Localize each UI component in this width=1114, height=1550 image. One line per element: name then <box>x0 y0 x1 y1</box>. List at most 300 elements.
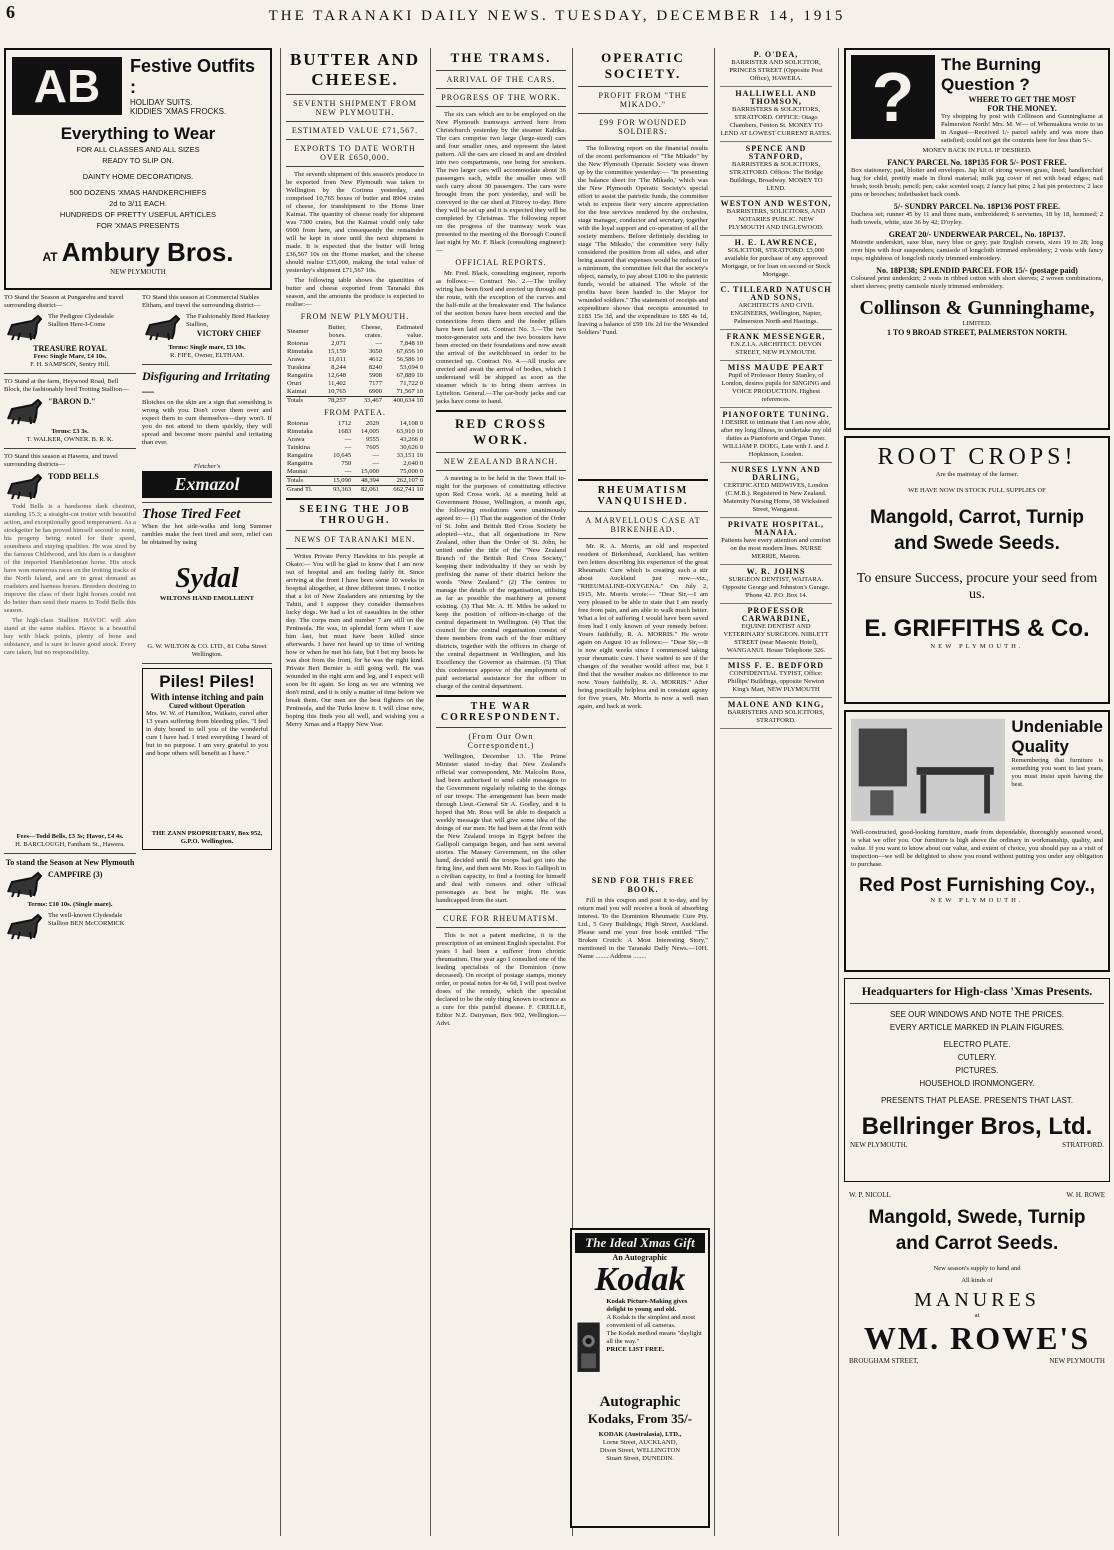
butter-table-2 <box>286 420 424 494</box>
table-row <box>286 460 424 468</box>
operatic-body: The following report on the financial results of the recent performances of "The Mikado" by the New Plymouth Operatic Society was drawn up by the committee yesterday:— "In presenting the balance sheet for 'The Mikado,' which was the New Plymouth Operatic Society's special effort to assist the patriotic funds, the committee wish to express their very sincere appreciation for the free services rendered by the orchestra, stage manager, conductor and secretary, together with the loyal support and co-operation of all the society members. Before definitely deciding to stage 'The Mikado,' the committee very fully considered the position from all sides, and after being assured that expenses would be reduced to a minimum, the committee felt that the society's object, namely, to pay about £100 to the patriotic funds, would be attained. The whole of the profits have been handed to the Mayor for wounded soldiers." The statement of receipts and expenditure shows that receipts amounted to £183 15s 3d, and the expenditure to £85 4s 1d, leaving a balance of £99 10s 2d for the Wounded Soldiers' Fund. <box>578 145 708 336</box>
rheum-title: RHEUMATISM VANQUISHED. <box>597 485 689 507</box>
rheum-sub: A MARVELLOUS CASE AT BIRKENHEAD. <box>585 516 701 534</box>
ambury-place: NEW PLYMOUTH <box>110 268 166 276</box>
directory-entry-name: PIANOFORTE TUNING. <box>722 410 830 419</box>
burning-addr: 1 TO 9 BROAD STREET, PALMERSTON NORTH. <box>887 328 1067 337</box>
sydal-sub: WILTONS HAND EMOLLIENT <box>159 595 255 602</box>
ambury-festive: Festive Outfits : <box>130 56 256 97</box>
table-cell: Rimutaka <box>287 348 313 355</box>
bellringer-l7: PRESENTS THAT PLEASE. PRESENTS THAT LAST. <box>880 1096 1074 1105</box>
directory-entry-text: I DESIRE to intimate that I am now able, after my long illness, to undertake my old duties as Pianoforte and Organ Tuner. WILLIAM P. DOEG, Late with J. and J. Hopkinson, London. <box>720 419 832 458</box>
redcross-title: RED CROSS WORK. <box>454 416 548 447</box>
stallion-owner-3: H. BARCLOUGH, Fantham St., Hawera. <box>15 841 125 848</box>
directory-entry-name: PRIVATE HOSPITAL, MANAIA. <box>727 520 825 537</box>
table-row <box>286 428 424 436</box>
directory-entry <box>720 698 832 729</box>
table-cell: 2,071 <box>331 340 346 347</box>
column-2 <box>286 48 424 1536</box>
table-row <box>286 372 424 380</box>
table-cell: Totals <box>287 397 304 404</box>
bellringer-l6: HOUSEHOLD IRONMONGERY. <box>919 1079 1035 1088</box>
table-cell: 3650 <box>368 348 383 355</box>
butter-sub1: SEVENTH SHIPMENT FROM NEW PLYMOUTH. <box>293 99 417 117</box>
rowe-left: W. P. NICOLL <box>849 1191 891 1199</box>
column-1 <box>4 48 272 1536</box>
ambury-classes: FOR ALL CLASSES AND ALL SIZES <box>76 145 200 154</box>
table-cell: 15,000 <box>360 468 380 475</box>
directory-entry-text: ARCHITECTS AND CIVIL ENGINEERS, Wellington, Napier, Palmerston North and Hastings. <box>730 302 822 325</box>
table-cell: — <box>344 444 352 451</box>
stallion-head-1: TO Stand the Season at Pungarehu and travel surrounding district— <box>4 294 124 309</box>
root-company: E. GRIFFITHS & Co. <box>864 615 1090 642</box>
table-cell: 6900 <box>368 388 383 395</box>
table-cell: 7605 <box>365 444 380 451</box>
directory-entry-name: MISS F. E. BEDFORD <box>727 661 825 670</box>
kodak-auto: Autographic <box>599 1394 681 1410</box>
rheum-body: Mr. R. A. Morris, an old and respected resident of Birkenhead, Auckland, has written two letters describing his experience of the great Rheumatic Cure which is creating such a stir about Auckland just now—viz., "RHEUMALINE-OXYGENA." On July 2, 1915, Mr. Morris wrote:— "Dear Sir,—I am very pleased to be able to state that I am nearly free from pain, and am able to walk much better. What a lot of suffering I would have been saved from had I only known of your remedy before. Yours faithfully, R. A. MORRIS." He wrote again on August 10 as follows:— "Dear Sir,—It is now eight weeks since I commenced taking your rheumatic cure. I have waited to see if the changes of the weather would affect me, but I find that the weather makes no difference to me now. Yours faithfully, R. A. MORRIS." After being practically helpless and in constant agony for five years, Mr. Morris is now a well man again, and back at work. <box>578 543 708 710</box>
redpost-title: Undeniable Quality <box>1011 717 1103 756</box>
stallion-name-2: "BARON D." <box>48 397 96 406</box>
table-cell: 9555 <box>365 436 380 443</box>
root-ensure: To ensure Success, procure your seed from us. <box>856 571 1098 602</box>
directory-entry <box>720 361 832 408</box>
root-crops-ad <box>844 436 1110 704</box>
table-cell: 14,108 0 <box>399 420 423 427</box>
redpost-place: NEW PLYMOUTH. <box>930 897 1024 904</box>
redpost-side: Remembering that furniture is something you want to last years, you must insist upon having the best. <box>1011 757 1103 788</box>
kodak-ad <box>570 1228 710 1528</box>
rowe-seeds: Mangold, Swede, Turnip and Carrot Seeds. <box>868 1207 1086 1254</box>
rowe-company: WM. ROWE'S <box>863 1320 1091 1356</box>
table-cell: Totals <box>287 477 304 484</box>
warcorr-body: Wellington, December 13. The Prime Minister stated to-day that New Zealand's official war correspondent, Mr. Malcolm Ross, had been authorised to send cable messages to the Government regularly relating to the doings of our troops. The arrangement has been made through Lieut.-General Sir A. Godley, and it is hoped that Mr. Ross will be able to despatch a weekly message that will give some idea of the doings of our men. He had been at the front with the New Zealand troops in Egypt before the Gallipoli campaign began, and has sent several stories. The Massey Government, on the other hand, decided until the troops had got into the firing line, and then sent Mr. Ross to Gallipoli in a civilian capacity, to find a footing for himself and deal with censors and other official personages as best he might. He was handicapped from the start. <box>436 753 566 904</box>
sydal-maker: G. W. WILTON & CO. LTD., 81 Cuba Street Wellington. <box>147 643 267 658</box>
directory-entry-text: F.N.Z.I.A. ARCHITECT. DEVON STREET, NEW PLYMOUTH. <box>730 341 822 356</box>
rowe-manures: MANURES <box>914 1289 1040 1311</box>
ambury-hundreds: HUNDREDS OF PRETTY USEFUL ARTICLES <box>59 210 217 219</box>
stallion-name-4: CAMPFIRE (3) <box>48 870 103 879</box>
kodak-p1: Kodak Picture-Making gives delight to young and old. <box>606 1298 688 1313</box>
bellringer-place1: NEW PLYMOUTH. <box>850 1141 908 1149</box>
table-cell: 11,011 <box>328 356 346 363</box>
trams-official: OFFICIAL REPORTS. <box>455 258 547 267</box>
directory-entry-name: NURSES LYNN AND DARLING, <box>731 465 821 482</box>
directory-entry <box>720 604 832 659</box>
stallion-owner-2: T. WALKER, OWNER. B. R. K. <box>26 436 114 443</box>
stallion-terms-2: Terms: £3 3s. <box>51 428 89 435</box>
burning-title: The Burning Question ? <box>941 55 1042 94</box>
directory-entry-name: W. R. JOHNS <box>746 567 806 576</box>
table-cell: Oruri <box>287 380 302 387</box>
table-cell: 67,656 10 <box>396 348 423 355</box>
butter-col-header: Estimated value. <box>396 324 423 339</box>
table-cell: Arawa <box>287 436 305 443</box>
burning-refund: MONEY BACK IN FULL IF DESIRED. <box>922 147 1032 154</box>
rowe-sub: New season's supply to hand and <box>933 1265 1021 1272</box>
butter-table <box>286 324 424 405</box>
redcross-body: A meeting is to be held in the Town Hall to-night for the purposes of constituting effective upon Red Cross work. At a meeting held at Government House, Wellington, a month ago, the following resolutions were unanimously agreed to:— (1) That the suggestion of the Order of St. John and British Red Cross Society be adopted—viz., that all organisations in New Zealand, other than the Order of St. John, be united under the title of the "New Zealand Branch of the British Red Cross Society," keeping their individuality if they so wish by prefixing the name of their district before the words "New Zealand." (2) The centres to manage the details of the organisation, utilising as far as possible the machinery at present existing. (3) That Mr. A. H. Miles be asked to keep the position of officer-in-charge of the central department in Wellington. (4) That the council for the central organisation consist of three members from each of the four military districts, together with the officers in charge of the central department in Wellington, and his Excellency the Governor as chairman. (5) That this conference approve of the employment of paid secretarial assistance for the officer in charge of the central department. <box>436 475 566 690</box>
stallion-owner-1: F. H. SAMPSON, Sentry Hill. <box>30 361 110 368</box>
directory-entry-text: BARRISTERS, SOLICITORS, AND NOTARIES PUBLIC. NEW PLYMOUTH AND INGLEWOOD. <box>726 208 826 231</box>
stallion-terms-4: Terms: £10 10s. (Single mare). <box>27 901 113 908</box>
directory-entry-text: CERTIFICATED MIDWIVES, London (C.M.B.). Registered in New Zealand. Maternity Nursing Home, 38 Wicksteed Street, Wanganui. <box>723 482 829 513</box>
burning-p4t: No. 18P138; SPLENDID PARCEL FOR 15/- (postage paid) <box>876 266 1078 275</box>
table-cell: 10,765 <box>327 388 346 395</box>
table-row <box>286 444 424 452</box>
table-row <box>286 452 424 460</box>
furniture-illustration <box>851 717 1005 823</box>
kodak-price: Kodaks, From 35/- <box>587 1411 693 1426</box>
kodak-banner: The Ideal Xmas Gift <box>575 1233 705 1253</box>
stallion-column-left: TO Stand the Season at Pungarehu and travel surrounding district— The Pedigree Clydesdale Stallion Here-I-Come TREASURE ROYAL Fees: Single Mare, £4 10s. F. H. SAMPSON, Sentry Hill. TO Stand at the farm, Heywood Road, Bell Block, the fashionably bred Trotting Stallion— "BARON D." Terms: £3 3s. T. WALKER, OWNER. B. R. K. TO Stand this season at Hawera, and travel surrounding districts— TODD BELLS Todd Bells is a handsome dark chestnut, standing 15.3; a straight-cut trotter with beautiful action, and exceptionally good temperament. As a stockgetter he has proved himself second to none, his progeny being noted for their speed, soundness and staying qualities. He was sired by the famous Childwood, and his dam is a daughter of the imported Hambletonian horse. His stock have won numerous races on the trotting tracks of the North Island, and are in great demand as roadsters and harness horses. Breeders desiring to improve the class of their light horses could not do better than send their mares to Todd Bells this season. The high-class Stallion HAVOC will also stand at the same stables. Havoc is a beautiful bay with black points, plenty of bone and substance, and is sure to leave good stock. Every care taken, but no responsibility. Fees—Todd Bells, £3 3s; Havoc, £4 4s. H. BARCLOUGH, Fantham St., Hawera. To stand the Season at New Plymouth CAMPFIRE (3) Terms: £10 10s. (Single mare). The well-known Clydesdale Stallion BEN McCORMICK <box>4 294 136 943</box>
directory-entry <box>720 283 832 330</box>
bellringer-ad <box>844 978 1110 1182</box>
table-cell: 2,640 0 <box>403 460 423 467</box>
table-cell: Grand Tl. <box>287 486 313 493</box>
table-cell: 10,645 <box>333 452 352 459</box>
table-cell: Tainkina <box>287 444 310 451</box>
stallion-name-3: TODD BELLS <box>48 472 99 481</box>
table-cell: Rimutaka <box>287 428 313 435</box>
table-cell: — <box>372 452 380 459</box>
directory-entry-name: SPENCE AND STANFORD, <box>745 144 807 161</box>
rheum-send: SEND FOR THIS FREE BOOK. <box>591 876 695 894</box>
rowe-street: BROUGHAM STREET, <box>849 1357 919 1365</box>
ambury-everything: Everything to Wear <box>60 124 216 143</box>
kodak-addr1: Lorne Street, AUCKLAND, <box>602 1439 678 1446</box>
table-cell: 4612 <box>368 356 383 363</box>
column-5-directory <box>720 48 832 1536</box>
table-cell: 15,159 <box>327 348 346 355</box>
table-cell: 7,848 10 <box>399 340 423 347</box>
piles-title: Piles! Piles! <box>159 672 255 691</box>
burning-p4: Coloured print underskirt; 2 vests in ribbed cotton with short sleeves; 2 woven combinations, short sleeves; pretty camisole nicely trimmed embroidery. <box>851 275 1103 290</box>
table-cell: — <box>372 460 380 467</box>
table-cell: 67,889 10 <box>396 372 423 379</box>
table-cell: 75,000 0 <box>399 468 423 475</box>
burning-ad <box>844 48 1110 430</box>
horse-icon <box>4 397 44 425</box>
table-cell: Kaimai <box>287 388 307 395</box>
column-6 <box>844 48 1110 1536</box>
horse-icon <box>142 313 182 341</box>
trams-body2: Mr. Fred. Black, consulting engineer, reports as follows:— Contract No. 2.—The trolley wiring has been fixed and erected up through out the route, with the exception of the curves and the half-mile at the breakwater end. The balance of the section boxes have been erected and the connections from them and the feeder pillars have been laid out. Contract No. 3.—The two motor-generator sets and the two boosters have been erected on their foundations and now await the arrival of the switchboard in order to be connected up. Contract No. 4.—All trucks are erected and await the arrival of bodies, which I understand will be shipped as soon as the steamer which is to bring them arrives in Lyttelton. General.—The car-body jacks and car jacks have come to hand. <box>436 270 566 405</box>
bellringer-company: Bellringer Bros, Ltd. <box>861 1113 1093 1140</box>
horse-icon <box>4 870 44 898</box>
ambury-price: 2d to 3/11 EACH. <box>109 199 167 208</box>
table-row <box>286 348 424 356</box>
table-cell: 56,586 10 <box>396 356 423 363</box>
ambury-name: Ambury Bros. <box>61 237 234 267</box>
butter-title: BUTTER AND CHEESE. <box>289 50 421 89</box>
table-cell: 30,626 0 <box>399 444 423 451</box>
table-cell: Arawa <box>287 356 305 363</box>
exmazol-maker: Fletcher's <box>193 463 221 470</box>
rowe-right: W. H. ROWE <box>1066 1191 1105 1199</box>
directory-entry-name: PROFESSOR CARWARDINE, <box>741 606 811 623</box>
root-stock: WE HAVE NOW IN STOCK FULL SUPPLIES OF <box>908 487 1046 494</box>
directory-entry <box>720 565 832 604</box>
horse-icon <box>4 912 44 940</box>
burning-p3t: GREAT 20/- UNDERWEAR PARCEL, No. 18P137. <box>888 230 1066 239</box>
stallion-head-2: TO Stand at the farm, Heywood Road, Bell Block, the fashionably bred Trotting Stallion— <box>4 378 129 393</box>
seeing-sub: NEWS OF TARANAKI MEN. <box>294 535 416 544</box>
table-cell: 400,634 10 <box>393 397 423 404</box>
ambury-hankies: 500 DOZENS 'XMAS HANDKERCHIEFS <box>69 188 207 197</box>
ambury-kiddies: KIDDIES 'XMAS FROCKS. <box>130 107 227 116</box>
directory-entry <box>720 236 832 283</box>
exmazol-ad: Disfiguring and Irritating— Blotches on the skin are a sign that something is wrong with you. Don't cover them over and expect them to cure themselves—they won't. If you do not attend to them quickly, they will spread and become more painful and irritating than ever. Fletcher's Exmazol <box>142 369 272 498</box>
directory-entry <box>720 48 832 87</box>
directory-entry <box>720 197 832 236</box>
butter-p2: The following table shows the quantities of butter and cheese exported from Taranaki this season, and the amounts the produce is expected to realise:— <box>286 277 424 308</box>
directory-entry <box>720 330 832 361</box>
burning-p1: Box stationery; pad, blotter and envelopes. Jap kit of strong woven grass, lined; handkerchief bag for child, prettily made in floral material; milk jug cover of net with bead edges; nail brush; tooth brush; pencil; pen; cake scented soap; 2 fancy hat pins; 2 hat pin protectors; 2 lace pins or brooches; toiletbasket back comb. <box>851 167 1103 198</box>
kodak-p2: A Kodak is the simplest and most convenient of all cameras. <box>606 1314 696 1329</box>
kodak-company: KODAK (Australasia), LTD., <box>598 1431 682 1438</box>
butter-col-header: Steamer <box>287 328 309 335</box>
table-cell: Rangatira <box>287 460 313 467</box>
directory-entry-name: C. TILLEARD NATUSCH AND SONS, <box>720 285 832 302</box>
warcorr-cure-body: This is not a patent medicine, it is the prescription of an eminent English specialist. For years I had been a sufferer from chronic rheumatism. One year ago I consulted one of the leading specialists of the Dominion (now deceased). On receipt of postage stamps, money order, or postal notes for 4s 6d, I will post twelve doses of the remedy, which the specialist declared to be the only thing known to science as a cure for this painful disease. F. CREILLE, Editor N.Z. Dairyman, Box 902, Wellington.—Advt. <box>436 932 566 1027</box>
horse-icon <box>4 313 44 341</box>
table-cell: 8240 <box>368 364 383 371</box>
table-row <box>286 420 424 428</box>
table-cell: 78,257 <box>327 397 346 404</box>
table-cell: 71,722 0 <box>399 380 423 387</box>
sydal-brand: Sydal <box>175 563 239 594</box>
burning-p2t: 5/- SUNDRY PARCEL No. 18P136 POST FREE. <box>893 202 1061 211</box>
piles-maker: THE ZANN PROPRIETARY, Box 952, G.P.O. Wellington. <box>151 830 263 845</box>
directory-entry-text: Patients have every attention and comfort on the most modern lines. NURSE MERRIE, Matron. <box>721 537 831 560</box>
butter-sub2: ESTIMATED VALUE £71,567. <box>291 126 419 135</box>
kodak-brand: Kodak <box>594 1261 686 1298</box>
directory-entry-name: MALONE AND KING, <box>727 700 825 709</box>
piles-cured: Cured without Operation <box>168 702 246 710</box>
burning-p2: Duchess set; runner 45 by 11 and three mats, embroidered; 6 serviettes, 18 by 18, hemmed; 2 bath towels, white, size 36 by 42; D'oyley. <box>851 211 1103 226</box>
warcorr-cure: CURE FOR RHEUMATISM. <box>443 914 559 923</box>
table-cell: — <box>375 340 383 347</box>
table-cell: — <box>344 468 352 475</box>
table-cell: 8,244 <box>331 364 346 371</box>
ambury-logo: AB <box>12 57 122 115</box>
masthead <box>0 0 1114 40</box>
question-mark-icon: ? <box>851 55 935 139</box>
victory-name: VICTORY CHIEF <box>196 329 262 338</box>
stallion-horse-1: The Pedigree Clydesdale Stallion Here-I-Come <box>48 313 114 328</box>
directory-entry-text: SURGEON DENTIST, WAITARA. Opposite George and Johnston's Garage. 'Phone 42. P.O. Box 14. <box>722 576 830 599</box>
table-row <box>286 340 424 348</box>
column-3 <box>436 48 566 1536</box>
piles-ad: Piles! Piles! With intense itching and pain Cured without Operation Mrs. W. W. of Hamilton, Waikato, cured after 13 years suffering from bleeding piles. "I feel in duty bound to tell you of the wonderful cure I have had. I tried everything I heard of but to no purpose. I am very grateful to you and hope others will benefit as I have." THE ZANN PROPRIETARY, Box 952, G.P.O. Wellington. <box>142 668 272 850</box>
table-total-row <box>286 477 424 486</box>
redpost-company: Red Post Furnishing Coy., <box>858 875 1096 896</box>
bellringer-l2: EVERY ARTICLE MARKED IN PLAIN FIGURES. <box>889 1023 1065 1032</box>
directory-entry-name: P. O'DEA, <box>753 50 799 59</box>
stallion-head-3: TO Stand this season at Hawera, and travel surrounding districts— <box>4 453 118 468</box>
ambury-holiday: HOLIDAY SUITS. <box>130 98 193 107</box>
trams-sub1: ARRIVAL OF THE CARS. <box>446 75 556 84</box>
trams-body: The six cars which are to be employed on the New Plymouth tramways arrived here from Christchurch yesterday by the steamer Kahika. The cars comprise two large (large-sized) cars and four smaller ones, and represent the latest pattern. All the cars are closed in and are divided into two compartments, one being for smokers. The two larger cars will accommodate about 36 passengers each, while the smaller ones will each carry about 30 passengers. The cars were brought from the port yesterday, and will be conveyed to the car shed at Fitzroy to-day. Here they will be set up and it is expected they will be completed by Christmas. The following report on the progress of the tramway work was presented to the meeting of the Borough Council last night by Mr. F. Black (consulting engineer):— <box>436 111 566 254</box>
butter-col-header: Butter, boxes. <box>328 324 346 339</box>
burning-company: Collinson & Gunninghame, <box>859 297 1095 319</box>
bellringer-l1: SEE OUR WINDOWS AND NOTE THE PRICES. <box>889 1010 1065 1019</box>
table-cell: 11,402 <box>328 380 346 387</box>
table-row <box>286 380 424 388</box>
table-cell: 82,061 <box>360 486 380 493</box>
directory-entry-text: BARRISTERS AND SOLICITORS, STRATFORD. <box>727 709 825 724</box>
directory-entry-name: H. E. LAWRENCE, <box>734 238 818 247</box>
bellringer-l5: PICTURES. <box>955 1066 999 1075</box>
directory-entry <box>720 408 832 463</box>
table-cell: 5908 <box>368 372 383 379</box>
seeing-title: SEEING THE JOB THROUGH. <box>299 504 411 526</box>
table-cell: 662,741 10 <box>393 486 423 493</box>
rowe-place: NEW PLYMOUTH <box>1049 1357 1105 1365</box>
table-cell: 93,363 <box>333 486 352 493</box>
table-cell: Rangatira <box>287 372 313 379</box>
sydal-ad: Those Tired Feet When the hot side-walks and long Summer rambles make the feet tired and sore, relief can be obtained by using Sydal WILTONS HAND EMOLLIENT G. W. WILTON & CO. LTD., 81 Cuba Street Wellington. <box>142 507 272 658</box>
rheum-send-body: Fill in this coupon and post it to-day, and by return mail you will receive a book of absorbing interest. To the Dominion Rheumatic Cure Pty. Ltd., 5 Grey Buildings, High Street, Auckland. Please send me your free book entitled "The Broken Crutch: A Most Interesting Story," mentioned in the Taranaki Daily News.—10H. Name ........ Address ........ <box>578 897 708 960</box>
root-sub: Are the mainstay of the farmer. <box>935 471 1019 478</box>
redpost-body: Well-constructed, good-looking furniture, made from dependable, thoroughly seasoned wood, is what we offer you. Our furniture is high above the ordinary in workmanship, quality, and value. If you want to know about our value, and extent of choice, you should pay us a visit of inspection—we will be delighted to show you round without putting you under any obligation to purchase. <box>851 829 1103 868</box>
ambury-dainty: DAINTY HOME DECORATIONS. <box>82 172 194 181</box>
directory-entry-name: MISS MAUDE PEART <box>727 363 825 372</box>
directory-entry-name: HALLIWELL AND THOMSON, <box>735 89 817 106</box>
horse-icon <box>4 472 44 500</box>
directory-entry-text: BARRISTER AND SOLICITOR, PRINCES STREET (Opposite Post Office), HAWERA. <box>729 59 823 82</box>
stallion-terms-3: Fees—Todd Bells, £3 3s; Havoc, £4 4s. <box>16 833 124 840</box>
table-total-row <box>286 486 424 495</box>
table-cell: 63,910 10 <box>396 428 423 435</box>
table-cell: 1712 <box>338 420 352 427</box>
directory-entry-text: EQUINE DENTIST AND VETERINARY SURGEON. NIBLETT STREET (near Masonic Hotel), WANGANUI. House Telephone 326. <box>723 623 829 654</box>
bellringer-place2: STRATFORD. <box>1062 1141 1104 1149</box>
page-title: THE TARANAKI DAILY NEWS. TUESDAY, DECEMBER 14, 1915 <box>268 8 846 24</box>
table-cell: Turakina <box>287 364 311 371</box>
table-cell: Maunai <box>287 468 308 475</box>
victory-sub: The Fashionably Bred Hackney Stallion, <box>186 313 270 328</box>
table-row <box>286 468 424 477</box>
butter-table-head: FROM NEW PLYMOUTH. <box>300 312 410 321</box>
table-cell: 48,394 <box>360 477 380 484</box>
stallion-terms-1: Fees: Single Mare, £4 10s. <box>33 353 107 360</box>
directory-entry-text: CONFIDENTIAL TYPIST, Office: Phillips' Buildings, opposite Newton King's Mart, NEW PLYMOUTH <box>727 670 825 693</box>
warcorr-title: THE WAR CORRESPONDENT. <box>440 701 562 723</box>
table-cell: 2029 <box>365 420 380 427</box>
operatic-title: OPERATIC SOCIETY. <box>601 50 685 81</box>
directory-entry <box>720 659 832 698</box>
root-title: ROOT CROPS! <box>877 444 1077 470</box>
butter-table2-head: FROM PATEA. <box>324 408 386 417</box>
burning-p1t: FANCY PARCEL No. 18P135 FOR 5/- POST FREE. <box>887 158 1067 167</box>
directory-entry-text: BARRISTERS & SOLICITORS, STRATFORD. Offices: The Bridge Buildings, Broadway. MONEY TO LEND. <box>729 161 823 192</box>
directory-entry <box>720 142 832 197</box>
victory-terms: Terms: Single mare, £3 10s. <box>168 344 246 351</box>
rowe-ad <box>844 1186 1110 1416</box>
table-cell: — <box>344 436 352 443</box>
page-number: 6 <box>6 2 15 22</box>
burning-sub1: WHERE TO GET THE MOST <box>968 95 1076 104</box>
piles-sub: With intense itching and pain <box>150 692 264 702</box>
table-cell: 43,266 0 <box>399 436 423 443</box>
ambury-at: AT <box>42 250 58 264</box>
exmazol-brand: Exmazol <box>142 471 272 498</box>
kodak-addr3: Stuart Street, DUNEDIN. <box>606 1455 674 1462</box>
table-cell: 12,648 <box>327 372 346 379</box>
table-cell: 750 <box>341 460 352 467</box>
victory-head: TO Stand this season at Commercial Stables Eltham, and travel the surrounding district— <box>142 294 261 309</box>
bellringer-title: Headquarters for High-class 'Xmas Presents. <box>861 984 1093 998</box>
seeing-body: Writes Private Percy Hawkins to his people at Okato:— You will be glad to know that I am now out of hospital and am feeling fairly fit. Since arriving at the front I have been some 10 weeks in hospital altogether, at three different times. I notice that a lot of New Zealanders are returning by the Tahiti, and I suppose they consider themselves lucky dogs. We had a lot of casualties in the other day. The corps men and number 7 are still on the Peninsula. He was, in splendid form when I saw him last, but must have been killed since afterwards. I have not heard up to time of writing how or when he met his fate, but I bet my boots he was shot from the front, for he was the right kind. Private Bert Bernier is still going well. He was wounded in the right arm and leg, and I expect will soon be fit again. So long as we are winning we don't mind, and it is only a matter of time before we break them. Our men are the best fighters on the Peninsula, and the Turks know it. I will close now, hoping this finds you all well, and wishing you a Merry Xmas and a Happy New Year. <box>286 553 424 728</box>
table-total-row <box>286 397 424 406</box>
ambury-presents: FOR 'XMAS PRESENTS <box>96 221 180 230</box>
butter-p1: The seventh shipment of this season's produce to be exported from New Plymouth was taken to Wellington by the Corinna yesterday, and comprised 10,765 boxes of butter and 8904 crates of cheese, for transhipment to the Home liner Kaimai. The quantity of cheese ready for shipment was 7300 crates, but the Kaimai could only take 6900 from here, and consequently the remainder will be kept in store until the next shipment is made. It is expected that the butter will bring £36,567 10s on the Home market, and the cheese should realise £35,000, making the total value of yesterday's shipment £71,567 10s. <box>286 171 424 274</box>
table-row <box>286 364 424 372</box>
directory-entry-text: BARRISTERS & SOLICITORS, STRATFORD. OFFICE: Otago Chambers, Fenton St. MONEY TO LEND AT LOWEST CURRENT RATES. <box>720 106 832 137</box>
operatic-sub2: £99 FOR WOUNDED SOLDIERS. <box>599 118 687 136</box>
table-cell: 15,090 <box>333 477 352 484</box>
directory-entry-text: SOLICITOR, STRATFORD. £3,000 available for purchase of any approved Mortgage, or for loan on second or Stock Mortgage. <box>721 247 831 278</box>
table-cell: 33,467 <box>363 397 383 404</box>
rowe-kinds: All kinds of <box>961 1277 993 1284</box>
directory-entry <box>720 518 832 565</box>
kodak-sub: An Autographic <box>612 1253 668 1262</box>
table-cell: 14,005 <box>360 428 380 435</box>
table-row <box>286 388 424 397</box>
warcorr-sub: (From Our Own Correspondent.) <box>467 732 535 750</box>
burning-p3: Moirette underskirt, saxe blue, navy blue or grey; pair English corsets, sizes 19 to 28; long over hips with four suspenders; camisole of longcloth trimmed embroidery; 2 vests with fancy tops; nightdress of longcloth nicely trimmed embroidery. <box>851 239 1103 262</box>
table-cell: Rangatira <box>287 452 313 459</box>
redpost-ad <box>844 710 1110 972</box>
table-row <box>286 436 424 444</box>
redcross-sub: NEW ZEALAND BRANCH. <box>443 457 559 466</box>
table-cell: Rotorua <box>287 340 309 347</box>
stallion-head-4: To stand the Season at New Plymouth <box>5 858 135 867</box>
bellringer-l4: CUTLERY. <box>957 1053 997 1062</box>
exmazol-title: Disfiguring and Irritating— <box>142 369 271 398</box>
bellringer-l3: ELECTRO PLATE. <box>943 1040 1011 1049</box>
rowe-at: at <box>974 1312 980 1319</box>
ambury-ad <box>4 48 272 290</box>
directory-entry <box>720 87 832 142</box>
kodak-addr2: Dixon Street, WELLINGTON <box>599 1447 681 1454</box>
sydal-title: Those Tired Feet <box>142 507 241 522</box>
victory-owner: R. FIFE, Owner, ELTHAM. <box>169 352 245 359</box>
ambury-ready: READY TO SLIP ON. <box>102 156 174 165</box>
root-seeds: Mangold, Carrot, Turnip and Swede Seeds. <box>870 507 1084 554</box>
table-cell: 262,107 0 <box>396 477 423 484</box>
butter-sub3: EXPORTS TO DATE WORTH OVER £650,000. <box>294 144 416 162</box>
trams-sub2: PROGRESS OF THE WORK. <box>441 93 561 102</box>
table-cell: 33,151 10 <box>396 452 423 459</box>
directory-entry-name: WESTON AND WESTON, <box>720 199 832 208</box>
directory-entry-name: FRANK MESSENGER, <box>726 332 826 341</box>
kodak-list: PRICE LIST FREE. <box>606 1346 665 1353</box>
remedy-column <box>142 294 272 943</box>
kodak-p3: The Kodak method means "daylight all the way." <box>606 1330 702 1345</box>
directory-entry-text: Pupil of Professor Henry Stanley, of London, desires pupils for SINGING and VOICE PRODUCTION. Highest references. <box>721 372 831 403</box>
burning-sub2: FOR THE MONEY. <box>987 104 1057 113</box>
table-cell: 1683 <box>338 428 352 435</box>
stallion-name-1: TREASURE ROYAL <box>33 344 107 353</box>
butter-col-header: Cheese, crates. <box>361 324 383 339</box>
table-row <box>286 356 424 364</box>
table-cell: 71,567 10 <box>396 388 423 395</box>
directory-entry <box>720 463 832 518</box>
stallion-owner-4: The well-known Clydesdale Stallion BEN McCORMICK <box>48 912 125 927</box>
